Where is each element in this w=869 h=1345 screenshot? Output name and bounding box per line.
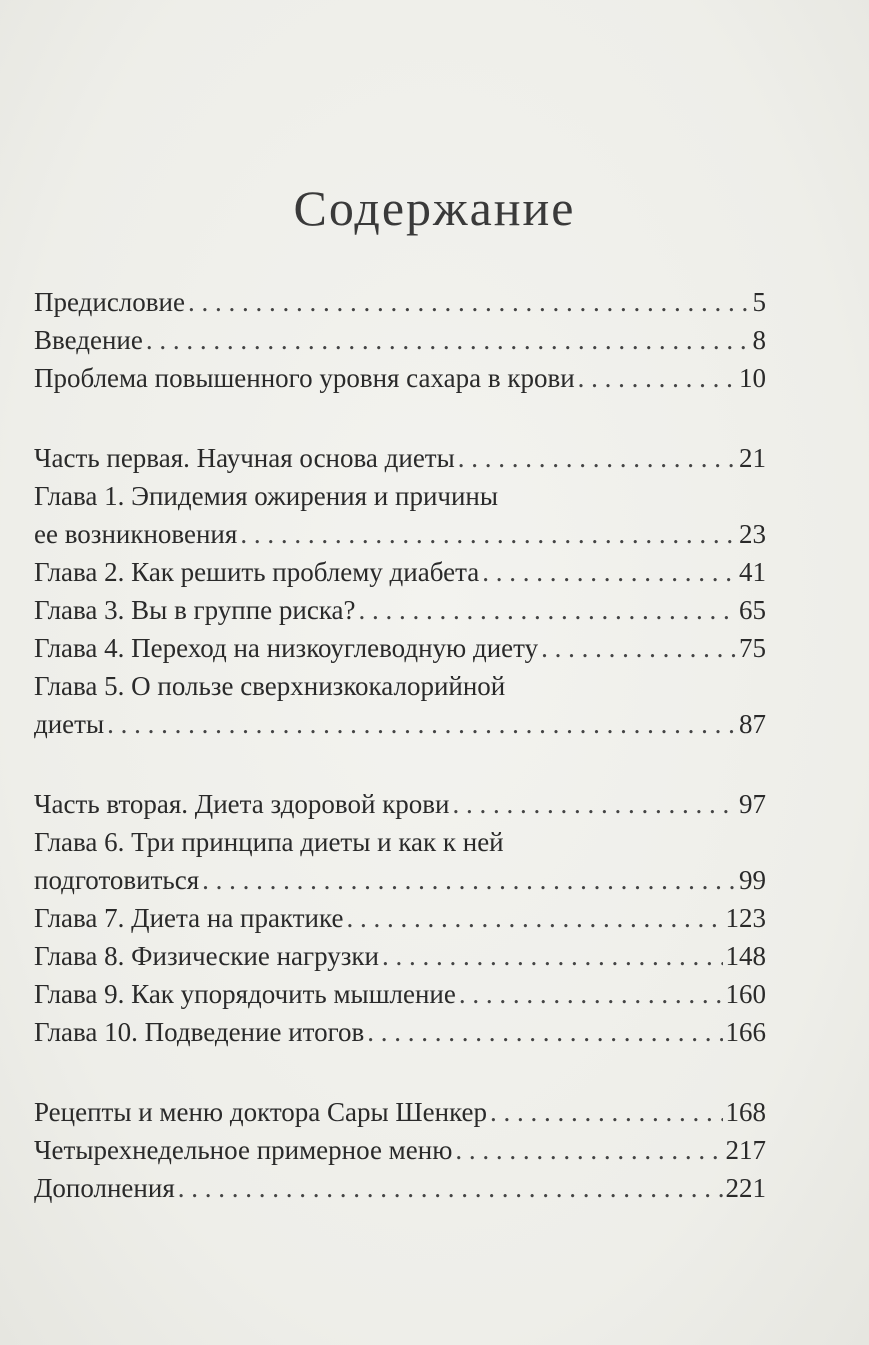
dot-leader bbox=[188, 283, 750, 321]
page-title: Содержание bbox=[293, 180, 576, 236]
toc-entry bbox=[34, 439, 766, 477]
table-of-contents bbox=[34, 283, 766, 1207]
toc-page-number: 99 bbox=[739, 865, 766, 895]
toc-entry-title: Четырехнедельное примерное меню bbox=[34, 1135, 453, 1165]
toc-entry-title: Глава 2. Как решить проблему диабета bbox=[34, 557, 480, 587]
toc-page-number: 87 bbox=[739, 709, 766, 739]
toc-group bbox=[34, 1093, 766, 1207]
toc-entry-title: Глава 10. Подведение итогов bbox=[34, 1017, 365, 1047]
toc-page-number: 75 bbox=[739, 633, 766, 663]
toc-entry bbox=[34, 937, 766, 975]
toc-entry bbox=[34, 1169, 766, 1207]
toc-entry-title: Рецепты и меню доктора Сары Шенкер bbox=[34, 1097, 488, 1127]
dot-leader bbox=[382, 937, 723, 975]
toc-page-number: 65 bbox=[739, 595, 766, 625]
toc-entry-title: Глава 3. Вы в группе риска? bbox=[34, 595, 356, 625]
toc-entry bbox=[34, 1131, 766, 1169]
group-spacer bbox=[34, 397, 766, 439]
toc-page-number: 10 bbox=[739, 363, 766, 393]
toc-page-number: 166 bbox=[725, 1017, 766, 1047]
toc-page-number: 168 bbox=[725, 1097, 766, 1127]
dot-leader bbox=[146, 321, 750, 359]
dot-leader bbox=[578, 359, 736, 397]
toc-entry-title: Предисловие bbox=[34, 287, 185, 317]
toc-page-number: 123 bbox=[725, 903, 766, 933]
toc-entry-title: Часть первая. Научная основа диеты bbox=[34, 443, 455, 473]
dot-leader bbox=[482, 553, 736, 591]
toc-entry bbox=[34, 515, 766, 553]
toc-entry-first-line: Глава 6. Три принципа диеты и как к ней bbox=[34, 827, 504, 857]
toc-page-number: 23 bbox=[739, 519, 766, 549]
toc-page-number: 160 bbox=[725, 979, 766, 1009]
toc-entry bbox=[34, 1093, 766, 1131]
dot-leader bbox=[202, 861, 736, 899]
toc-page-number: 97 bbox=[739, 789, 766, 819]
dot-leader bbox=[178, 1169, 723, 1207]
toc-entry-title: Глава 9. Как упорядочить мышление bbox=[34, 979, 456, 1009]
group-spacer bbox=[34, 743, 766, 785]
toc-page-number: 148 bbox=[725, 941, 766, 971]
toc-entry-first-line: Глава 1. Эпидемия ожирения и причины bbox=[34, 481, 499, 511]
dot-leader bbox=[453, 785, 736, 823]
dot-leader bbox=[359, 591, 736, 629]
toc-entry bbox=[34, 283, 766, 321]
toc-entry-title: ее возникновения bbox=[34, 519, 238, 549]
toc-entry-title: Проблема повышенного уровня сахара в крови bbox=[34, 363, 575, 393]
toc-entry-title: Введение bbox=[34, 325, 143, 355]
dot-leader bbox=[367, 1013, 722, 1051]
toc-page-number: 8 bbox=[752, 325, 766, 355]
dot-leader bbox=[455, 1131, 722, 1169]
toc-entry-first-line: Глава 5. О пользе сверхнизкокалорийной bbox=[34, 671, 506, 701]
toc-entry-title: диеты bbox=[34, 709, 105, 739]
toc-page-number: 5 bbox=[752, 287, 766, 317]
toc-entry bbox=[34, 591, 766, 629]
toc-entry bbox=[34, 629, 766, 667]
dot-leader bbox=[346, 899, 722, 937]
toc-entry bbox=[34, 321, 766, 359]
toc-entry-title: Глава 7. Диета на практике bbox=[34, 903, 344, 933]
toc-group bbox=[34, 785, 766, 1051]
toc-group bbox=[34, 439, 766, 743]
toc-entry bbox=[34, 359, 766, 397]
toc-page-number: 217 bbox=[725, 1135, 766, 1165]
toc-page-number: 221 bbox=[725, 1173, 766, 1203]
group-spacer bbox=[34, 1051, 766, 1093]
toc-entry-title: подготовиться bbox=[34, 865, 200, 895]
toc-entry-title: Часть вторая. Диета здоровой крови bbox=[34, 789, 450, 819]
dot-leader bbox=[490, 1093, 722, 1131]
toc-entry bbox=[34, 975, 766, 1013]
dot-leader bbox=[458, 439, 736, 477]
toc-group bbox=[34, 283, 766, 397]
toc-page-number: 41 bbox=[739, 557, 766, 587]
toc-entry bbox=[34, 861, 766, 899]
dot-leader bbox=[459, 975, 723, 1013]
toc-entry-title: Глава 8. Физические нагрузки bbox=[34, 941, 379, 971]
dot-leader bbox=[107, 705, 736, 743]
toc-entry bbox=[34, 899, 766, 937]
toc-entry-title: Глава 4. Переход на низкоуглеводную диету bbox=[34, 633, 539, 663]
toc-entry-title: Дополнения bbox=[34, 1173, 175, 1203]
dot-leader bbox=[541, 629, 736, 667]
dot-leader bbox=[240, 515, 736, 553]
toc-entry bbox=[34, 553, 766, 591]
toc-entry bbox=[34, 705, 766, 743]
toc-entry bbox=[34, 785, 766, 823]
toc-entry bbox=[34, 1013, 766, 1051]
toc-page-number: 21 bbox=[739, 443, 766, 473]
